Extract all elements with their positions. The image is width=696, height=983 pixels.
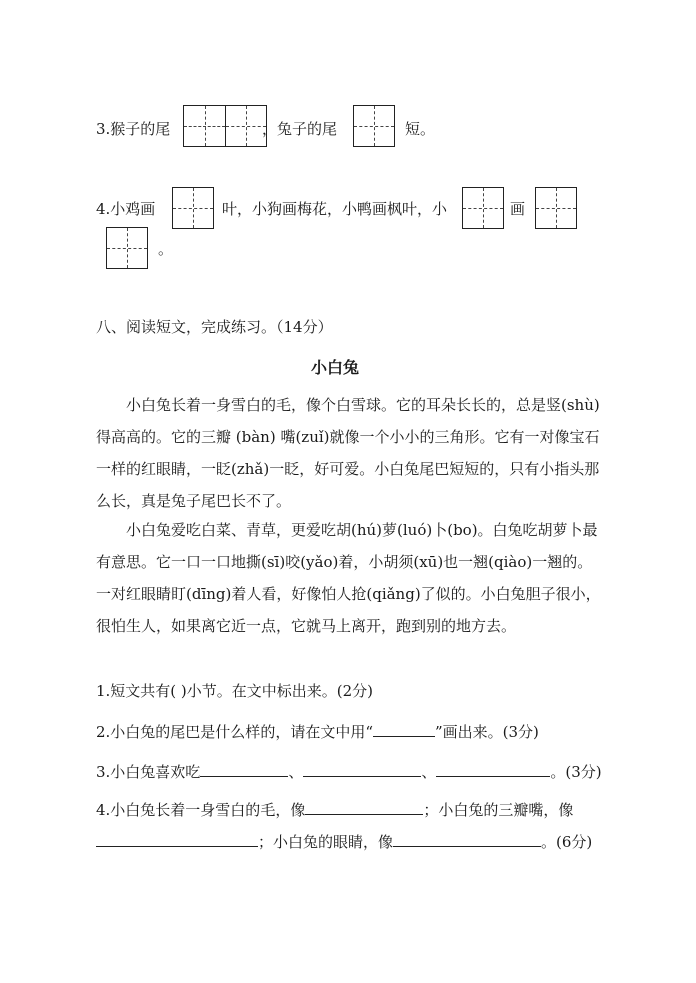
- question-2-text-a: 2.小白兔的尾巴是什么样的，请在文中用“: [96, 722, 373, 741]
- answer-blank[interactable]: [96, 830, 258, 847]
- q4-answer-box-2[interactable]: [462, 187, 504, 229]
- q4-answer-box-3[interactable]: [535, 187, 577, 229]
- passage-paragraph-2: 小白兔爱吃白菜、青草，更爱吃胡(hú)萝(luó)卜(bo)。白兔吃胡萝卜最有意思。它一口一口地撕(sī)咬(yǎo)着，小胡须(xū)也一翘(qiào)一翘的。一对红眼睛盯(dīng)着人看，好像怕人抢(qiǎng)了似的。小白兔胆子很小，很怕生人，如果离它近一点，它就马上离开，跑到别的地方去。: [96, 521, 601, 635]
- question-1: 1.短文共有( )小节。在文中标出来。(2分): [96, 682, 374, 700]
- separator: 、: [288, 762, 304, 781]
- writing-grid-box: [225, 105, 267, 147]
- q4-text-2: 叶，小狗画梅花，小鸭画枫叶，小: [222, 200, 448, 218]
- q4-text-4: 。: [158, 240, 174, 258]
- question-3-text-b: 。(3分): [550, 762, 602, 781]
- q4-text-1: 4.小鸡画: [96, 200, 156, 218]
- question-4-text-c: ；小白兔的眼睛，像: [258, 832, 394, 851]
- question-3-text-a: 3.小白兔喜欢吃: [96, 762, 201, 781]
- question-4-text-b: ；小白兔的三瓣嘴，像: [423, 800, 574, 819]
- q4-answer-box-1[interactable]: [172, 187, 214, 229]
- writing-grid-box: [183, 105, 226, 147]
- q3-text-1: 3.猴子的尾: [96, 120, 171, 138]
- q4-text-3: 画: [510, 200, 526, 218]
- question-2: [96, 720, 539, 742]
- answer-blank[interactable]: [436, 760, 550, 777]
- question-3: [96, 760, 602, 782]
- question-4-text-a: 4.小白兔长着一身雪白的毛，像: [96, 800, 306, 819]
- answer-blank[interactable]: [373, 720, 435, 737]
- answer-blank[interactable]: [393, 830, 541, 847]
- question-4-line-2: [96, 830, 592, 852]
- section-heading: 八、阅读短文，完成练习。（14分）: [96, 318, 333, 336]
- q3-answer-box-double[interactable]: [183, 105, 267, 147]
- answer-blank[interactable]: [303, 760, 421, 777]
- separator: 、: [421, 762, 437, 781]
- passage-title: 小白兔: [311, 358, 360, 377]
- q3-answer-box[interactable]: [353, 105, 395, 147]
- passage-paragraph-1: 小白兔长着一身雪白的毛，像个白雪球。它的耳朵长长的，总是竖(shù)得高高的。它的三瓣 (bàn) 嘴(zuǐ)就像一个小小的三角形。它有一对像宝石一样的红眼睛，一眨(zhǎ)一眨，好可爱。小白兔尾巴短短的，只有小指头那么长，真是兔子尾巴长不了。: [96, 396, 600, 510]
- question-2-text-b: ”画出来。(3分): [434, 722, 539, 741]
- q4-answer-box-4[interactable]: [106, 227, 148, 269]
- question-4-line-1: [96, 798, 573, 820]
- answer-blank[interactable]: [305, 798, 423, 815]
- q3-text-2: ，兔子的尾: [262, 120, 338, 138]
- question-4-text-d: 。(6分): [541, 832, 593, 851]
- q3-text-3: 短。: [405, 120, 436, 138]
- answer-blank[interactable]: [200, 760, 288, 777]
